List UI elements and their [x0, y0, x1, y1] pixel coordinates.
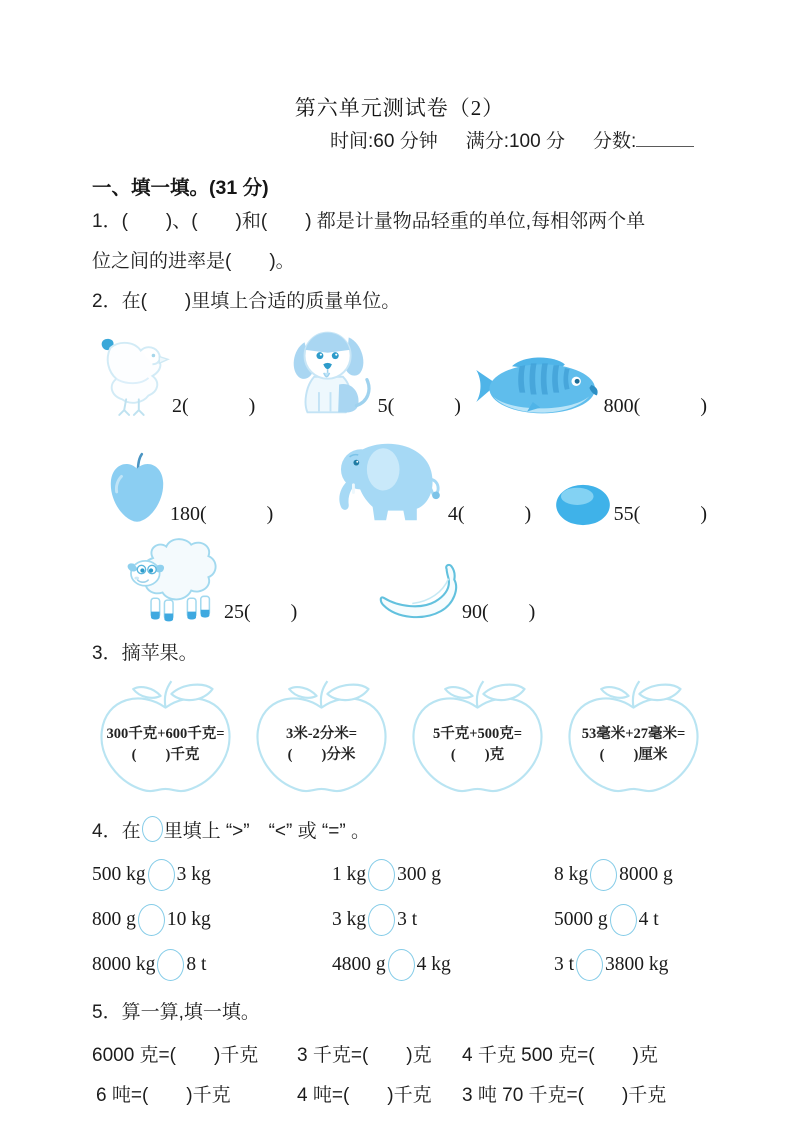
comparison-circle — [610, 904, 637, 936]
comparison-circle — [368, 859, 395, 891]
conversion-item: 3 吨 70 千克=( )千克 — [462, 1084, 667, 1106]
time-label: 时间:60 分钟 — [330, 131, 438, 152]
apple-problem-text — [410, 724, 545, 766]
q2-item-fish — [474, 353, 707, 424]
comparison-right: 300 g — [397, 863, 441, 885]
comparison-right: 3 kg — [176, 863, 211, 885]
apple-problem-4 — [560, 678, 707, 800]
q2-item-apple — [106, 451, 330, 532]
sheep-icon — [126, 537, 222, 630]
q2-item-chicken — [92, 331, 284, 424]
comparison-circle — [576, 949, 603, 981]
question-5-heading: 5．算一算,填一填。 — [92, 1002, 260, 1023]
comparison-circle — [138, 904, 165, 936]
comparison-circle — [368, 904, 395, 936]
comparison-item — [92, 852, 332, 897]
apple-answer-blank: ( )克 — [450, 747, 505, 763]
conversion-item: 6 吨=( )千克 — [96, 1084, 231, 1106]
comparison-circle — [148, 859, 175, 891]
comparison-left: 5000 g — [554, 908, 608, 930]
comparison-left: 8000 kg — [92, 953, 156, 975]
q2-row-1 — [92, 324, 707, 424]
comparison-item — [332, 942, 554, 987]
chicken-icon — [92, 331, 170, 424]
score-blank-line — [636, 132, 694, 147]
q2-item-sheep — [126, 537, 376, 630]
q2-item-banana — [376, 561, 535, 630]
sheep-weight-blank: 25( ) — [224, 601, 298, 623]
comparison-item — [92, 942, 332, 987]
comparison-item — [554, 852, 707, 897]
comparison-item — [554, 897, 707, 942]
comparison-left: 8 kg — [554, 863, 589, 885]
apple-expression: 53毫米+27毫米= — [581, 726, 686, 742]
dog-icon — [284, 323, 376, 424]
banana-weight-blank: 90( ) — [462, 601, 536, 623]
fish-icon — [474, 353, 602, 424]
apple-problem-3 — [404, 678, 551, 800]
q4-heading-suffix: 里填上 “>” “<” 或 “=” 。 — [163, 821, 370, 842]
question-2-heading: 2．在( )里填上合适的质量单位。 — [92, 291, 401, 312]
q3-apples-row — [92, 678, 707, 802]
comparison-left: 500 kg — [92, 863, 146, 885]
comparison-left: 800 g — [92, 908, 136, 930]
apple-problem-text — [254, 724, 389, 766]
comparison-right: 3 t — [397, 908, 418, 930]
elephant-weight-blank: 4( ) — [447, 503, 532, 525]
apple-expression: 3米-2分米= — [285, 726, 358, 742]
q2-row-2 — [92, 430, 707, 532]
q4-comparison-grid — [92, 852, 707, 987]
comparison-right: 4 t — [638, 908, 659, 930]
q2-item-dog — [284, 323, 474, 424]
comparison-right: 10 kg — [166, 908, 211, 930]
comparison-right: 8 t — [186, 953, 207, 975]
q2-row-3 — [92, 536, 707, 630]
apple-problem-text — [566, 724, 701, 766]
question-4-heading — [92, 812, 707, 852]
comparison-item — [92, 897, 332, 942]
comparison-circle — [590, 859, 617, 891]
egg-weight-blank: 55( ) — [613, 503, 707, 525]
apple-icon — [106, 451, 168, 532]
question-3-heading: 3．摘苹果。 — [92, 643, 198, 664]
banana-icon — [376, 561, 460, 630]
apple-problem-1 — [92, 678, 239, 800]
comparison-item — [332, 897, 554, 942]
q4-heading-prefix: 4．在 — [92, 821, 141, 842]
comparison-left: 1 kg — [332, 863, 367, 885]
chicken-weight-blank: 2( ) — [172, 395, 256, 417]
apple-expression: 5千克+500克= — [432, 726, 523, 742]
comparison-circle — [157, 949, 184, 981]
apple-problem-2 — [248, 678, 395, 800]
comparison-left: 4800 g — [332, 953, 386, 975]
apple-problem-text — [98, 724, 233, 766]
question-1-line-1: 1．( )、( )和( ) 都是计量物品轻重的单位,每相邻两个单 — [92, 211, 646, 232]
apple-weight-blank: 180( ) — [170, 503, 274, 525]
apple-answer-blank: ( )分米 — [287, 747, 356, 763]
score-label: 分数: — [592, 131, 637, 152]
full-score-label: 满分:100 分 — [465, 131, 565, 152]
egg-icon — [554, 481, 612, 532]
question-1-line-2: 位之间的进率是( )。 — [92, 251, 295, 272]
comparison-item — [554, 942, 707, 987]
conversion-item: 6000 克=( )千克 — [92, 1044, 259, 1066]
comparison-right: 3800 kg — [605, 953, 669, 975]
comparison-right: 4 kg — [416, 953, 451, 975]
comparison-left: 3 kg — [332, 908, 367, 930]
comparison-item — [332, 852, 554, 897]
apple-answer-blank: ( )厘米 — [599, 747, 668, 763]
comparison-left: 3 t — [554, 953, 575, 975]
q5-conversion-grid — [92, 1033, 707, 1113]
apple-expression: 300千克+600千克= — [106, 726, 225, 742]
comparison-circle-icon — [142, 816, 163, 842]
section-heading: 一、填一填。(31 分) — [92, 177, 269, 199]
comparison-circle — [388, 949, 415, 981]
meta-line — [330, 126, 707, 156]
q2-item-egg — [554, 481, 707, 532]
apple-answer-blank: ( )千克 — [131, 747, 200, 763]
conversion-item: 3 千克=( )克 — [297, 1044, 432, 1066]
fish-weight-blank: 800( ) — [603, 395, 707, 417]
conversion-item: 4 千克 500 克=( )克 — [462, 1044, 658, 1066]
comparison-right: 8000 g — [619, 863, 673, 885]
q2-item-elephant — [330, 431, 554, 532]
dog-weight-blank: 5( ) — [377, 395, 461, 417]
conversion-item: 4 吨=( )千克 — [297, 1084, 432, 1106]
elephant-icon — [330, 431, 446, 532]
page-title: 第六单元测试卷（2） — [294, 96, 505, 120]
